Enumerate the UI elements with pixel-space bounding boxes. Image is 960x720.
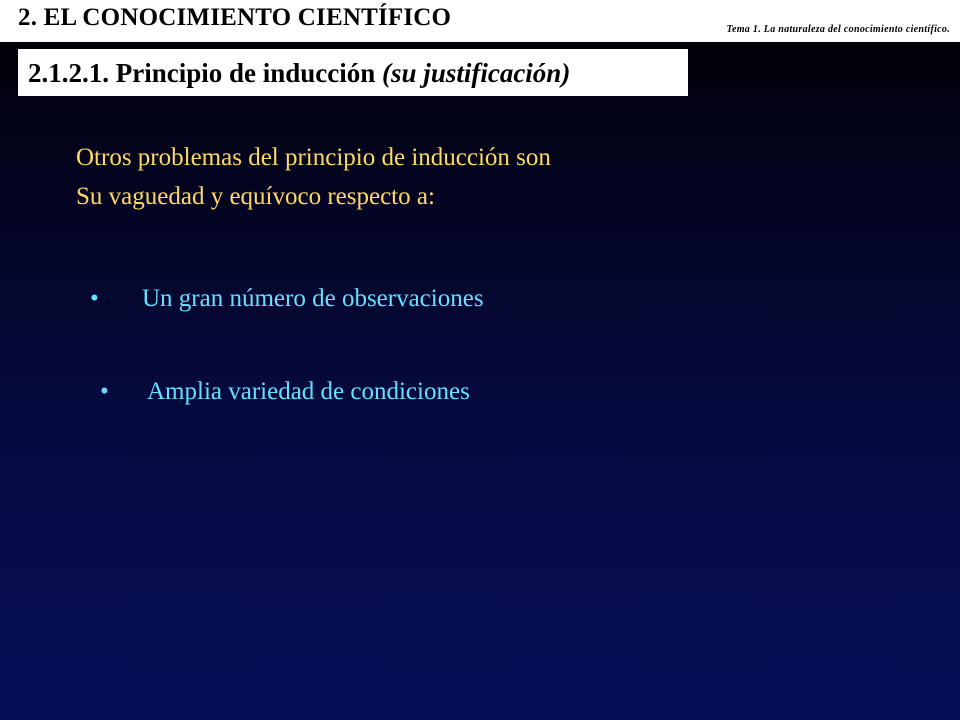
section-qualifier: (su justificación) bbox=[382, 58, 571, 88]
intro-line-1: Otros problemas del principio de inducción son bbox=[76, 144, 551, 171]
header-bar bbox=[0, 0, 960, 42]
section-title bbox=[28, 58, 570, 89]
topic-label: Tema 1. La naturaleza del conocimiento científico. bbox=[726, 24, 950, 35]
bullet-text: Un gran número de observaciones bbox=[142, 285, 484, 312]
bullet-text: Amplia variedad de condiciones bbox=[147, 378, 470, 405]
bullet-marker: • bbox=[90, 285, 99, 312]
section-number-title: 2.1.2.1. Principio de inducción bbox=[28, 58, 376, 88]
bullet-marker: • bbox=[100, 378, 109, 405]
intro-line-2: Su vaguedad y equívoco respecto a: bbox=[76, 183, 435, 210]
intro-text bbox=[76, 138, 551, 216]
chapter-title: 2. EL CONOCIMIENTO CIENTÍFICO bbox=[18, 4, 452, 31]
section-title-bar bbox=[18, 49, 688, 96]
